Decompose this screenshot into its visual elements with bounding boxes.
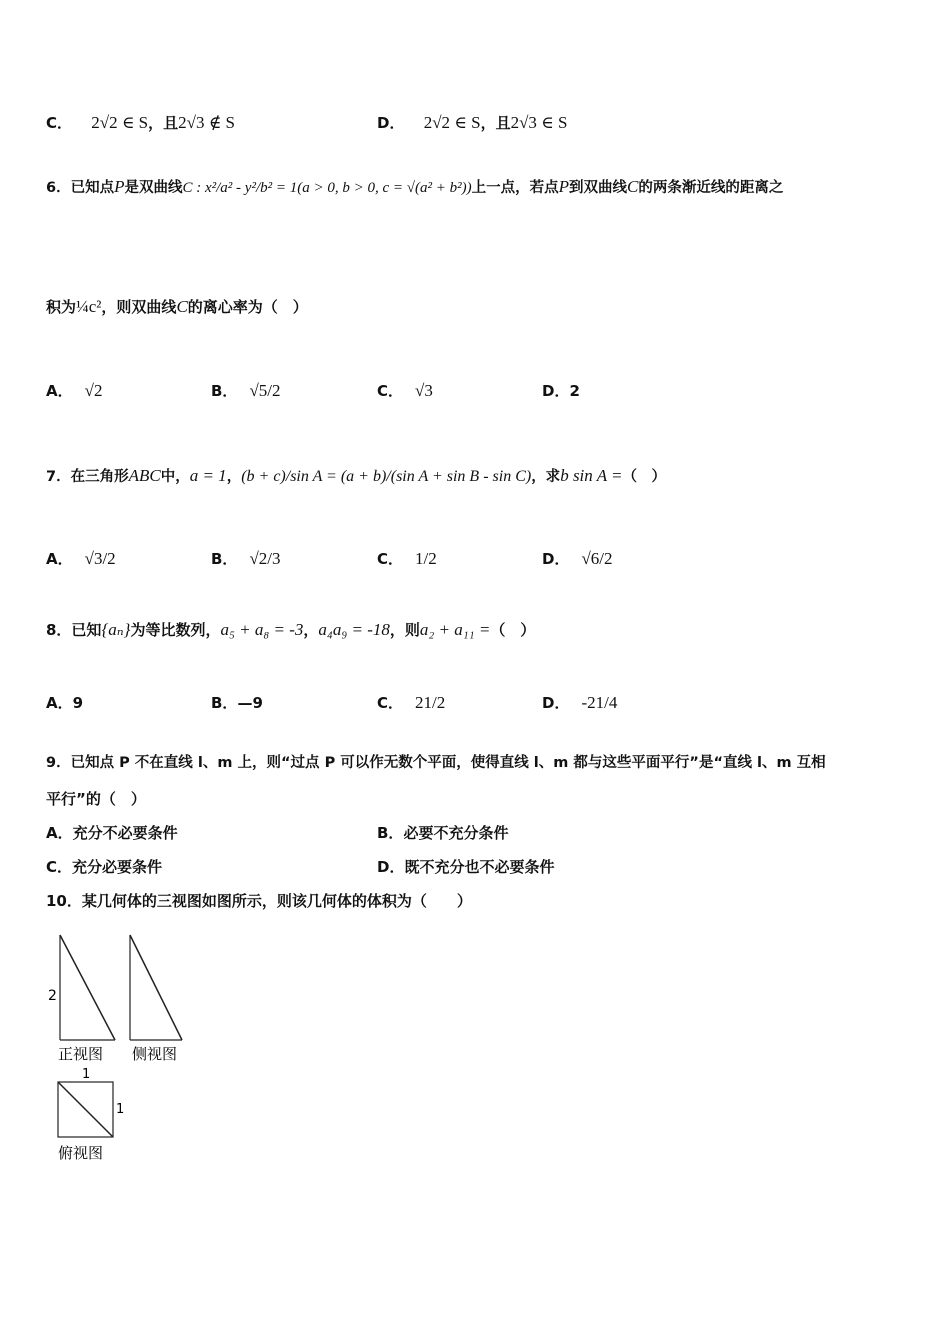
option-label: D． <box>542 382 570 400</box>
q7-option-d[interactable] <box>542 548 613 569</box>
q7-stem <box>46 465 666 486</box>
top-view <box>58 1067 124 1162</box>
q6-text: 积为 <box>46 298 77 316</box>
q9-stem-line1: 9．已知点 P 不在直线 l、m 上，则“过点 P 可以作无数个平面，使得直线 l、m 都与这些平面平行”是“直线 l、m 互相 <box>46 755 826 771</box>
q7-target: b sin A = <box>560 466 623 485</box>
q5-option-d[interactable] <box>377 112 567 133</box>
q8-target: a₂ + a₁₁ = <box>419 620 491 639</box>
q9-option-b[interactable] <box>377 822 508 843</box>
three-view-diagram <box>40 925 200 1170</box>
option-label: C． <box>46 114 73 132</box>
side-view <box>130 935 182 1063</box>
option-expr: 2√2 ∈ S <box>91 113 149 132</box>
option-label: B． <box>211 694 238 712</box>
q8-option-d[interactable] <box>542 692 617 713</box>
q6-option-b[interactable] <box>211 380 281 401</box>
q7-triangle: ABC <box>128 466 161 485</box>
q7-equation: (b + c)/sin A = (a + b)/(sin A + sin B - sin C) <box>241 468 532 485</box>
option-value: √2/3 <box>249 549 281 568</box>
option-value: 必要不充分条件 <box>403 824 509 842</box>
option-label: B． <box>211 382 238 400</box>
option-value: √2 <box>84 381 103 400</box>
q8-text: 为等比数列， <box>130 621 221 639</box>
q6-option-d[interactable] <box>542 380 580 401</box>
q8-stem <box>46 619 535 640</box>
q6-option-a[interactable] <box>46 380 102 401</box>
option-label: B． <box>377 824 404 842</box>
option-value: 充分必要条件 <box>72 858 163 876</box>
q6-curve: C <box>176 297 188 316</box>
q7-sep: ， <box>226 469 242 485</box>
q8-condition: a₄a₉ = -18 <box>318 620 390 639</box>
q9-option-d[interactable] <box>377 856 554 877</box>
q7-paren: （ ） <box>622 469 667 485</box>
option-label: A． <box>46 694 73 712</box>
height-label: 2 <box>48 988 57 1004</box>
q6-option-c[interactable] <box>377 380 433 401</box>
option-value: 2 <box>569 382 580 400</box>
top-width-label: 1 <box>82 1067 91 1082</box>
q6-text: 上一点，若点 <box>471 180 559 196</box>
q6-stem-line1 <box>46 176 783 197</box>
q7-condition: a = 1 <box>189 466 227 485</box>
option-label: A． <box>46 824 73 842</box>
option-label: A． <box>46 382 73 400</box>
option-label: D． <box>377 114 405 132</box>
option-value: 21/2 <box>415 693 446 712</box>
q6-number: 6．已知点 <box>46 180 115 196</box>
option-value: √3 <box>415 381 433 400</box>
q8-option-b[interactable] <box>211 692 263 713</box>
q6-text: 到双曲线 <box>568 180 627 196</box>
option-label: B． <box>211 550 238 568</box>
option-label: C． <box>46 858 73 876</box>
top-depth-label: 1 <box>116 1102 125 1117</box>
option-value: —9 <box>237 694 263 712</box>
q8-option-a[interactable] <box>46 692 83 713</box>
q8-text: ，则 <box>389 621 420 639</box>
q8-sequence: {aₙ} <box>101 620 131 639</box>
q9-stem-line2: 平行”的（ ） <box>46 790 146 808</box>
option-value: 充分不必要条件 <box>72 824 178 842</box>
option-label: D． <box>542 550 570 568</box>
q8-sep: ， <box>303 621 319 639</box>
q9-option-c[interactable] <box>46 856 162 877</box>
q6-text: 是双曲线 <box>124 180 183 196</box>
q9-option-a[interactable] <box>46 822 178 843</box>
option-expr: 2√2 ∈ S <box>423 113 481 132</box>
q5-option-c[interactable] <box>46 112 235 133</box>
q6-point: P <box>114 177 125 196</box>
q8-paren: （ ） <box>490 621 536 639</box>
q6-product: ¼c² <box>76 297 102 316</box>
option-value: √3/2 <box>84 549 116 568</box>
option-label: D． <box>377 858 405 876</box>
option-label: A． <box>46 550 73 568</box>
front-view-label: 正视图 <box>58 1045 104 1063</box>
option-label: C． <box>377 550 404 568</box>
q7-text: 中， <box>160 469 190 485</box>
q7-number: 7．在三角形 <box>46 469 129 485</box>
option-value: √6/2 <box>581 549 613 568</box>
q6-hyperbola-equation: C : x²/a² - y²/b² = 1(a > 0, b > 0, c = √(a² + b²)) <box>182 180 472 196</box>
q7-text: ，求 <box>531 469 561 485</box>
q6-point: P <box>558 177 569 196</box>
option-value: -21/4 <box>581 693 618 712</box>
q7-option-b[interactable] <box>211 548 281 569</box>
q7-option-a[interactable] <box>46 548 116 569</box>
q6-stem-line2 <box>46 296 308 317</box>
q8-option-c[interactable] <box>377 692 445 713</box>
top-view-label: 俯视图 <box>58 1144 104 1162</box>
option-sep: ，且 <box>148 114 179 132</box>
front-view <box>48 935 115 1063</box>
q8-number: 8．已知 <box>46 621 102 639</box>
option-value: 1/2 <box>415 549 437 568</box>
option-label: C． <box>377 694 404 712</box>
option-expr: 2√3 ∈ S <box>510 113 568 132</box>
option-label: D． <box>542 694 570 712</box>
q8-condition: a₅ + a₈ = -3 <box>220 620 304 639</box>
q6-text: 的离心率为（ ） <box>187 298 308 316</box>
q6-text: ，则双曲线 <box>101 298 177 316</box>
q10-stem: 10．某几何体的三视图如图所示，则该几何体的体积为（ ） <box>46 892 472 910</box>
q6-text: 的两条渐近线的距离之 <box>638 180 784 196</box>
option-value: 既不充分也不必要条件 <box>404 858 555 876</box>
q7-option-c[interactable] <box>377 548 437 569</box>
side-view-label: 侧视图 <box>132 1045 178 1063</box>
option-sep: ，且 <box>480 114 511 132</box>
option-label: C． <box>377 382 404 400</box>
q6-curve: C <box>626 177 639 196</box>
option-expr: 2√3 ∉ S <box>178 113 236 132</box>
option-value: √5/2 <box>249 381 281 400</box>
option-value: 9 <box>72 694 84 712</box>
